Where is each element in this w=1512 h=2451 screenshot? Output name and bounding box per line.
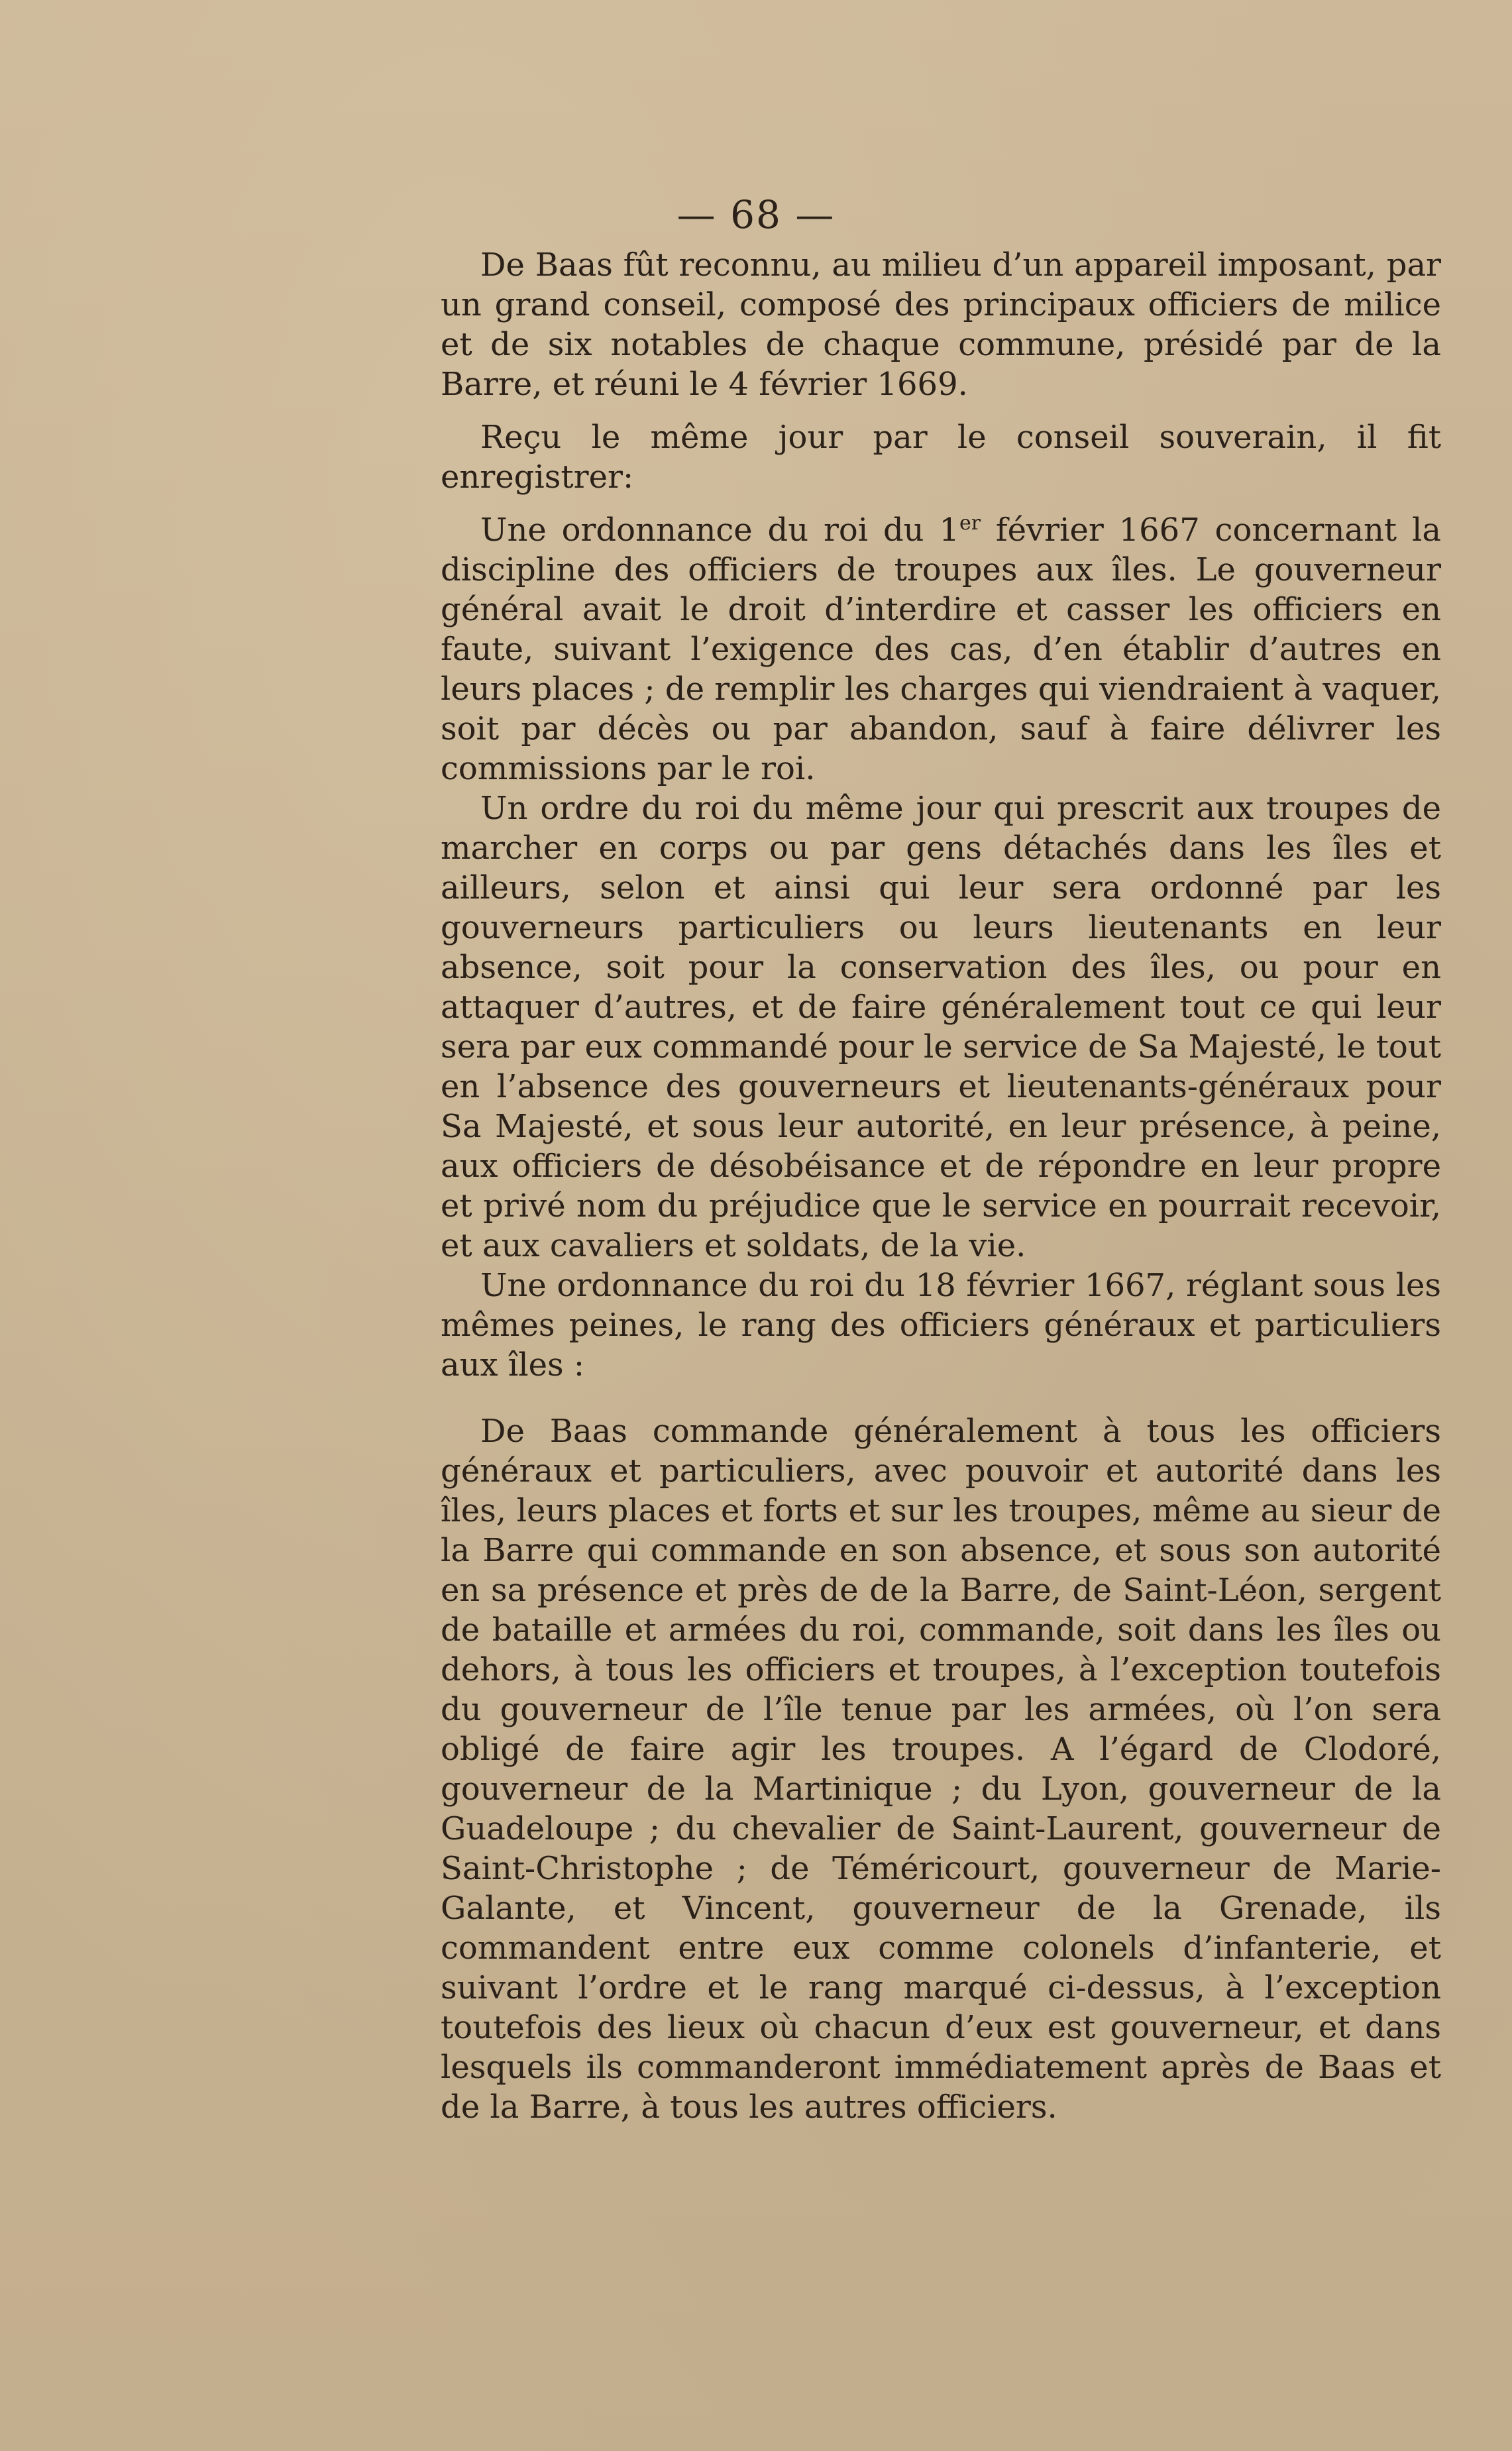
body-text [441, 245, 1441, 2127]
page-number: — 68 — [676, 192, 836, 237]
paragraph-3-start: Une ordonnance du roi du 1 [480, 512, 959, 549]
paragraph-3 [441, 510, 1441, 789]
paragraph-6: De Baas commande généralement à tous les officiers généraux et particuliers, avec pouvoir et autorité dans les îles, leurs places et forts et sur les troupes, même au sieur de la Barre qui commande en son absence, et sous son autorité en sa présence et près de de la Barre, de Saint-Léon, sergent de bataille et armées du roi, commande, soit dans les îles ou dehors, à tous les officiers et troupes, à l’exception toutefois du gouverneur de l’île tenue par les armées, où l’on sera obligé de faire agir les troupes. A l’égard de Clodoré, gouverneur de la Martinique ; du Lyon, gouverneur de la Guadeloupe ; du chevalier de Saint-Laurent, gouverneur de Saint-Christophe ; de Téméricourt, gouverneur de Marie-Galante, et Vincent, gouverneur de la Grenade, ils commandent entre eux comme colonels d’infanterie, et suivant l’ordre et le rang marqué ci-dessus, à l’exception toutefois des lieux où chacun d’eux est gouverneur, et dans lesquels ils commanderont immédiatement après de Baas et de la Barre, à tous les autres officiers. [441, 1413, 1441, 2126]
paragraph-2: Reçu le même jour par le conseil souverain, il fit enregistrer: [441, 419, 1441, 496]
paragraph-5: Une ordonnance du roi du 18 février 1667, réglant sous les mêmes peines, le rang des officiers généraux et particuliers aux îles : [441, 1267, 1441, 1384]
ordinal-superscript: er [959, 512, 981, 535]
paragraph-4: Un ordre du roi du même jour qui prescrit aux troupes de marcher en corps ou par gens détachés dans les îles et ailleurs, selon et ainsi qui leur sera ordonné par les gouverneurs particuliers ou leurs lieutenants en leur absence, soit pour la conservation des îles, ou pour en attaquer d’autres, et de faire généralement tout ce qui leur sera par eux commandé pour le service de Sa Majesté, le tout en l’absence des gouverneurs et lieutenants-généraux pour Sa Majesté, et sous leur autorité, en leur présence, à peine, aux officiers de désobéisance et de répondre en leur propre et privé nom du préjudice que le service en pourrait recevoir, et aux cavaliers et soldats, de la vie. [441, 790, 1441, 1264]
paragraph-1: De Baas fût reconnu, au milieu d’un appareil imposant, par un grand conseil, composé des principaux officiers de milice et de six notables de chaque commune, présidé par de la Barre, et réuni le 4 février 1669. [441, 246, 1441, 403]
paragraph-3-rest: février 1667 concernant la discipline des officiers de troupes aux îles. Le gouverneur général avait le droit d’interdire et casser les officiers en faute, suivant l’exigence des cas, d’en établir d’autres en leurs places ; de remplir les charges qui viendraient à vaquer, soit par décès ou par abandon, sauf à faire délivrer les commissions par le roi. [441, 512, 1441, 787]
